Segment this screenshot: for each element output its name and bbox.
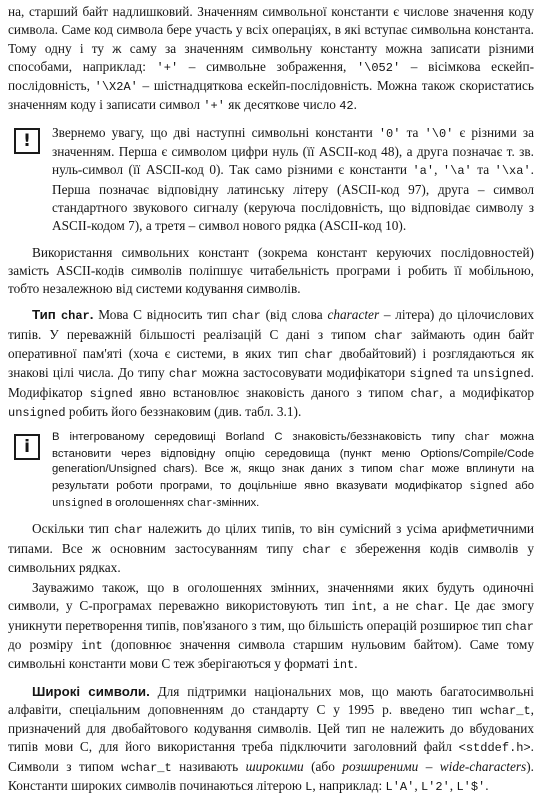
code: char [505, 619, 534, 634]
code: int [351, 600, 373, 615]
text: (доповнює значення символа старшим нульовим байтом). Саме тому символьні константи мови С теж зберігаються у форматі [8, 636, 534, 672]
text: або [507, 480, 534, 493]
text: робить його беззнаковим (див. табл. 3.1). [65, 403, 302, 419]
text: . [485, 778, 489, 794]
code: '\0' [424, 126, 454, 141]
code: char [304, 348, 334, 363]
text: Тип [32, 307, 61, 323]
text: в оголошеннях [102, 496, 188, 509]
code: char [410, 386, 440, 401]
emphasis: character [327, 307, 380, 323]
text: , а модифікатор [439, 384, 535, 400]
code: char [232, 309, 261, 324]
code: char [168, 367, 198, 382]
code: L'$' [456, 780, 486, 795]
paragraph-char-constants [8, 3, 534, 116]
paragraph-readability: Використання символьних констант (зокрема констант керуючих послідовностей) замість ASCII-кодів символів поліпшує читабельність програми і робить її мобільною, тобто незалежною від системи кодування символів. [8, 244, 534, 297]
code: '0' [378, 126, 401, 141]
text: -змінних. [212, 496, 260, 509]
text: , наприклад: [312, 778, 386, 794]
text: Мова С відносить тип [93, 307, 233, 323]
code: L [305, 780, 313, 795]
paragraph-char-type [8, 306, 534, 422]
note-attention [8, 124, 534, 236]
text: явно встановлює знаковість даного з типом [132, 384, 411, 400]
text: В інтегрованому середовищі Borland C знаковість/беззнаковість типу [52, 431, 465, 444]
text: , [434, 162, 443, 178]
code: <stddef.h> [458, 741, 531, 756]
info-icon: i [14, 434, 40, 460]
paragraph-int-usage [8, 579, 534, 674]
text: – літера) до цілочислових типів. У переважній більшості реалізацій С дані з типом [8, 307, 535, 342]
text: та [400, 124, 425, 140]
code: 'a' [412, 164, 435, 179]
text: на, старший байт надлишковий. Значенням символьної константи є числове значення коду символа. Саме код символа бере участь у всіх операціях, в які вступає символьна константа. Тому одну і ту ж саму за значенням символьну константу можна записати різними способами, наприклад: [8, 4, 534, 74]
code: '\X2A' [94, 80, 138, 95]
emphasis: розширеними [342, 758, 419, 774]
emphasis: wide-characters [439, 758, 527, 774]
code: char [114, 523, 143, 538]
code: int [81, 638, 103, 653]
code: char [415, 600, 445, 615]
note-attention-text [52, 124, 534, 236]
emphasis: широкими [245, 758, 304, 774]
code: L'A' [385, 780, 415, 795]
text: ). Константи широких символів починаються літерою [8, 758, 534, 794]
text: належить до цілих типів, то він сумісний з усіма арифметичними типами. Все ж основним застосуванням типу [8, 521, 534, 556]
text: та [452, 365, 474, 381]
code: char [464, 432, 491, 445]
text: та [471, 162, 495, 178]
text: є різними за значенням. Перша є символом цифри нуль (її ASCII-код 48), а друга позначає т. зв. нуль-символ (її ASCII-код 0). Так само різними є константи [52, 124, 534, 178]
text: – шістнадцяткова ескейп-послідовність. Можна також скористатись значенням коду і записати символ [8, 78, 534, 113]
text: . [89, 307, 94, 323]
text: (від слова [260, 307, 328, 323]
code: char [399, 464, 425, 477]
code: signed [89, 386, 133, 401]
exclamation-icon: ! [14, 128, 40, 154]
text: Для підтримки національних мов, що мають багатосимвольні алфавіти, спеціальним доповненням до стандарту С у 1995 р. введено тип [8, 683, 534, 717]
section-heading [32, 307, 93, 322]
text: називають [171, 758, 246, 774]
text: до розміру [8, 636, 82, 652]
text: . Модифікатор [8, 365, 534, 400]
paragraph-wide-chars [8, 683, 534, 796]
paragraph-compatibility [8, 520, 534, 577]
text: . [354, 656, 358, 672]
text: – символьне зображення, [178, 58, 357, 74]
code: signed [409, 367, 453, 382]
text: Оскільки тип [32, 521, 115, 537]
text: можна встановити через відповідну опцію середовища (пункт меню Options/Compile/Code generation/Unsigned chars). Все ж, якщо знак даних з типом [52, 431, 534, 476]
text: – [418, 758, 440, 774]
text: Звернемо увагу, що дві наступні символьні константи [52, 124, 379, 140]
text: Зауважимо також, що в оголошеннях змінних, значеннями яких будуть одиночні символи, у С-програмах переважно використовують тип [8, 580, 534, 614]
code: wchar_t [480, 703, 531, 718]
code: signed [469, 481, 508, 494]
code: char [60, 309, 90, 324]
code: int [332, 658, 355, 673]
text: може вплинути на результати роботи програми, то доцільніше явно вказувати модифікатор [52, 463, 535, 493]
text: . Це дає змогу уникнути перетворення типів, пов'язаного з тим, що більшість операцій розширює тип [8, 598, 535, 633]
text: (або [303, 758, 343, 774]
code: '\052' [356, 60, 401, 75]
code: '+' [156, 60, 179, 75]
text: , [414, 778, 421, 794]
code: '+' [203, 99, 225, 114]
code: unsigned [8, 405, 66, 420]
text: – вісімкова ескейп-послідовність, [8, 58, 534, 94]
text: , [449, 778, 457, 794]
text: є збереження кодів символів у символьних рядках. [8, 540, 535, 575]
code: char [302, 542, 332, 557]
code: 42 [339, 99, 354, 114]
text: займають один байт оперативної пам'яті (хоча є системи, в яких тип [8, 326, 534, 362]
code: unsigned [473, 367, 531, 382]
code: L'2' [420, 780, 450, 795]
section-heading: Широкі символи. [32, 683, 150, 699]
code: char [187, 497, 213, 510]
code: unsigned [52, 497, 103, 510]
text: . [353, 97, 357, 113]
note-info-text [52, 430, 534, 512]
text: як десяткове число [224, 97, 340, 113]
text: , призначений для двобайтового кодування символів. Цей тип не належить до вбудованих типів мови С, для його використання треба підключити заголовний файл [8, 701, 534, 755]
text: двобайтовий) і розглядаються як знакові цілі числа. До типу [8, 346, 534, 381]
text: . Перша позначає відповідну латинську літеру (ASCII-код 97), друга – символ стандартного звукового сигналу (керуюча послідовність, що відповідає символу з ASCII-кодом 7), а третя – символ нового рядка (ASCII-код 10). [52, 162, 534, 234]
note-info [8, 430, 534, 512]
text: , а не [372, 598, 416, 614]
code: '\a' [442, 164, 472, 179]
code: '\xa' [494, 164, 531, 179]
code: wchar_t [121, 760, 172, 775]
text: . Символи з типом [8, 739, 534, 774]
text: можна застосовувати модифікатори [197, 365, 410, 381]
code: char [374, 328, 403, 343]
